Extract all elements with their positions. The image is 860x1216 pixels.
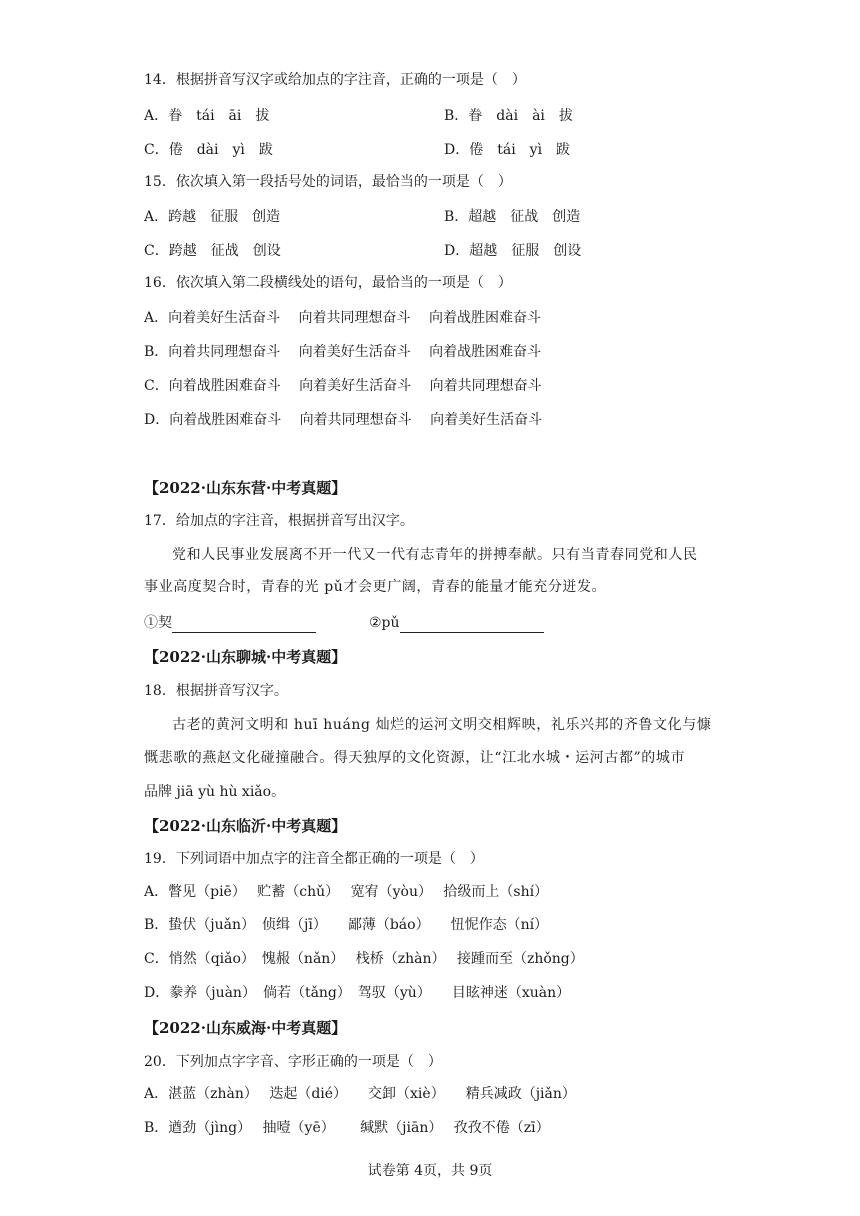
q17-blank-2-label: ②pǔ bbox=[369, 615, 400, 631]
page-footer: 试卷第 4页，共 9页 bbox=[367, 1163, 493, 1179]
q19-option-c: C．悄然（qiǎo） 愧赧（nǎn） 栈桥（zhàn） 接踵而至（zhǒng） bbox=[144, 951, 584, 967]
q18-passage-line2: 慨悲歌的燕赵文化碰撞融合。得天独厚的文化资源，让“江北水城・运河古都”的城市 bbox=[144, 750, 686, 766]
q17-answer-line-1[interactable] bbox=[172, 618, 316, 633]
q14-option-c: C．倦 dài yì 跋 bbox=[144, 142, 273, 158]
q15-option-d: D．超越 征服 创设 bbox=[444, 243, 582, 259]
q16-option-c: C．向着战胜困难奋斗 向着美好生活奋斗 向着共同理想奋斗 bbox=[144, 378, 542, 394]
q14-option-d: D．倦 tái yì 跋 bbox=[444, 142, 571, 158]
q16-option-d: D．向着战胜困难奋斗 向着共同理想奋斗 向着美好生活奋斗 bbox=[144, 412, 543, 428]
q18-stem: 18．根据拼音写汉字。 bbox=[144, 683, 288, 699]
q16-option-b: B．向着共同理想奋斗 向着美好生活奋斗 向着战胜困难奋斗 bbox=[144, 344, 542, 360]
q15-option-b: B．超越 征战 创造 bbox=[444, 209, 581, 225]
q20-option-b: B．遒劲（jìng） 抽噎（yē） 缄默（jiān） 孜孜不倦（zī） bbox=[144, 1120, 550, 1136]
q15-option-a: A．跨越 征服 创造 bbox=[144, 209, 281, 225]
q20-option-a: A．湛蓝（zhàn） 迭起（dié） 交卸（xiè） 精兵减政（jiǎn） bbox=[144, 1086, 576, 1102]
q17-stem: 17．给加点的字注音，根据拼音写出汉字。 bbox=[144, 513, 414, 529]
q17-blank-2 bbox=[369, 613, 544, 633]
q17-passage-line1: 党和人民事业发展离不开一代又一代有志青年的拼搏奉献。只有当青春同党和人民 bbox=[172, 547, 698, 563]
q19-option-d: D．豢养（juàn） 倘若（tǎng） 驾驭（yù） 目眩神迷（xuàn） bbox=[144, 985, 571, 1001]
q19-stem: 19．下列词语中加点字的注音全都正确的一项是（ ） bbox=[144, 851, 484, 867]
q14-stem: 14．根据拼音写汉字或给加点的字注音，正确的一项是（ ） bbox=[144, 72, 526, 88]
q14-option-a: A．眷 tái āi 拔 bbox=[144, 108, 270, 124]
q17-blank-1 bbox=[144, 613, 316, 633]
section-heading-weihai: 【2022·山东威海·中考真题】 bbox=[144, 1019, 347, 1037]
section-heading-linyi: 【2022·山东临沂·中考真题】 bbox=[144, 817, 347, 835]
q16-option-a: A．向着美好生活奋斗 向着共同理想奋斗 向着战胜困难奋斗 bbox=[144, 310, 542, 326]
q15-option-c: C．跨越 征战 创设 bbox=[144, 243, 281, 259]
q18-passage-line1: 古老的黄河文明和 huī huáng 灿烂的运河文明交相辉映，礼乐兴邦的齐鲁文化与慷 bbox=[172, 717, 712, 733]
q17-answer-line-2[interactable] bbox=[400, 618, 544, 633]
section-heading-liaocheng: 【2022·山东聊城·中考真题】 bbox=[144, 648, 347, 666]
q19-option-a: A．瞥见（piē） 贮蓄（chǔ） 宽宥（yòu） 拾级而上（shí） bbox=[144, 884, 549, 900]
q20-stem: 20．下列加点字字音、字形正确的一项是（ ） bbox=[144, 1054, 442, 1070]
q19-option-b: B．蛰伏（juǎn） 侦缉（jī） 鄙薄（báo） 忸怩作态（ní） bbox=[144, 917, 549, 933]
q14-option-b: B．眷 dài ài 拔 bbox=[444, 108, 573, 124]
q16-stem: 16．依次填入第二段横线处的语句，最恰当的一项是（ ） bbox=[144, 275, 512, 291]
q15-stem: 15．依次填入第一段括号处的词语，最恰当的一项是（ ） bbox=[144, 174, 512, 190]
q17-passage-line2: 事业高度契合时，青春的光 pǔ才会更广阔，青春的能量才能充分迸发。 bbox=[144, 579, 607, 595]
q17-blank-1-label: ①契 bbox=[144, 615, 172, 631]
q18-passage-line3: 品牌 jiā yù hù xiǎo。 bbox=[144, 784, 286, 800]
section-heading-dongying: 【2022·山东东营·中考真题】 bbox=[144, 479, 347, 497]
